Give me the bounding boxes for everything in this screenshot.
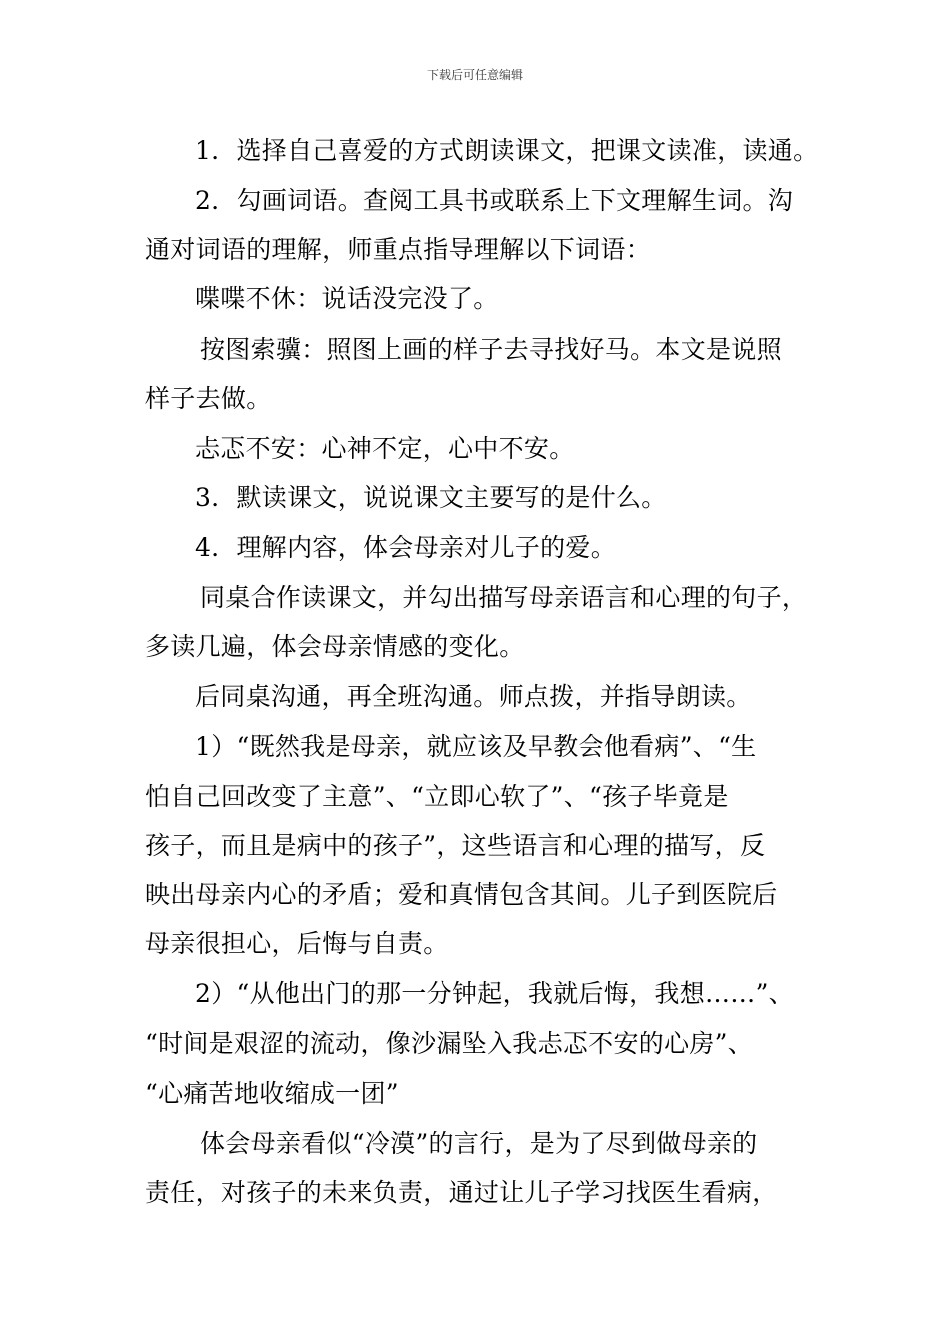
text-line: 2．勾画词语。查阅工具书或联系上下文理解生词。沟 bbox=[195, 186, 794, 215]
text-line: 3．默读课文，说说课文主要写的是什么。 bbox=[195, 483, 667, 512]
text-line: 4．理解内容，体会母亲对儿子的爱。 bbox=[195, 533, 617, 562]
text-line: 通对词语的理解，师重点指导理解以下词语： bbox=[145, 235, 652, 264]
text-line: 责任，对孩子的未来负责，通过让儿子学习找医生看病， bbox=[145, 1178, 778, 1207]
text-line: 按图索骥：照图上画的样子去寻找好马。本文是说照 bbox=[200, 335, 782, 364]
text-line: 体会母亲看似“冷漠”的言行，是为了尽到做母亲的 bbox=[200, 1129, 758, 1158]
text-line: 样子去做。 bbox=[145, 384, 272, 413]
text-line: “心痛苦地收缩成一团” bbox=[145, 1079, 399, 1108]
text-line: 2）“从他出门的那一分钟起，我就后悔，我想……”、 bbox=[195, 979, 794, 1008]
page-header: 下载后可任意编辑 bbox=[426, 68, 523, 82]
text-line: 忐忑不安：心神不定，心中不安。 bbox=[195, 434, 575, 463]
text-line: 怕自己回改变了主意”、“立即心软了”、“孩子毕竟是 bbox=[145, 782, 729, 811]
text-line: 母亲很担心，后悔与自责。 bbox=[145, 929, 449, 958]
text-line: 后同桌沟通，再全班沟通。师点拨，并指导朗读。 bbox=[195, 682, 752, 711]
text-line: 1．选择自己喜爱的方式朗读课文，把课文读准，读通。 bbox=[195, 136, 819, 165]
text-line: 喋喋不休：说话没完没了。 bbox=[195, 284, 499, 313]
text-line: 孩子，而且是病中的孩子”，这些语言和心理的描写，反 bbox=[145, 831, 766, 860]
text-line: “时间是艰涩的流动，像沙漏坠入我忐忑不安的心房”、 bbox=[145, 1029, 754, 1058]
text-line: 多读几遍，体会母亲情感的变化。 bbox=[145, 632, 525, 661]
text-line: 映出母亲内心的矛盾；爱和真情包含其间。儿子到医院后 bbox=[145, 880, 778, 909]
text-line: 1）“既然我是母亲，就应该及早教会他看病”、“生 bbox=[195, 732, 757, 761]
text-line: 同桌合作读课文，并勾出描写母亲语言和心理的句子， bbox=[200, 583, 808, 612]
